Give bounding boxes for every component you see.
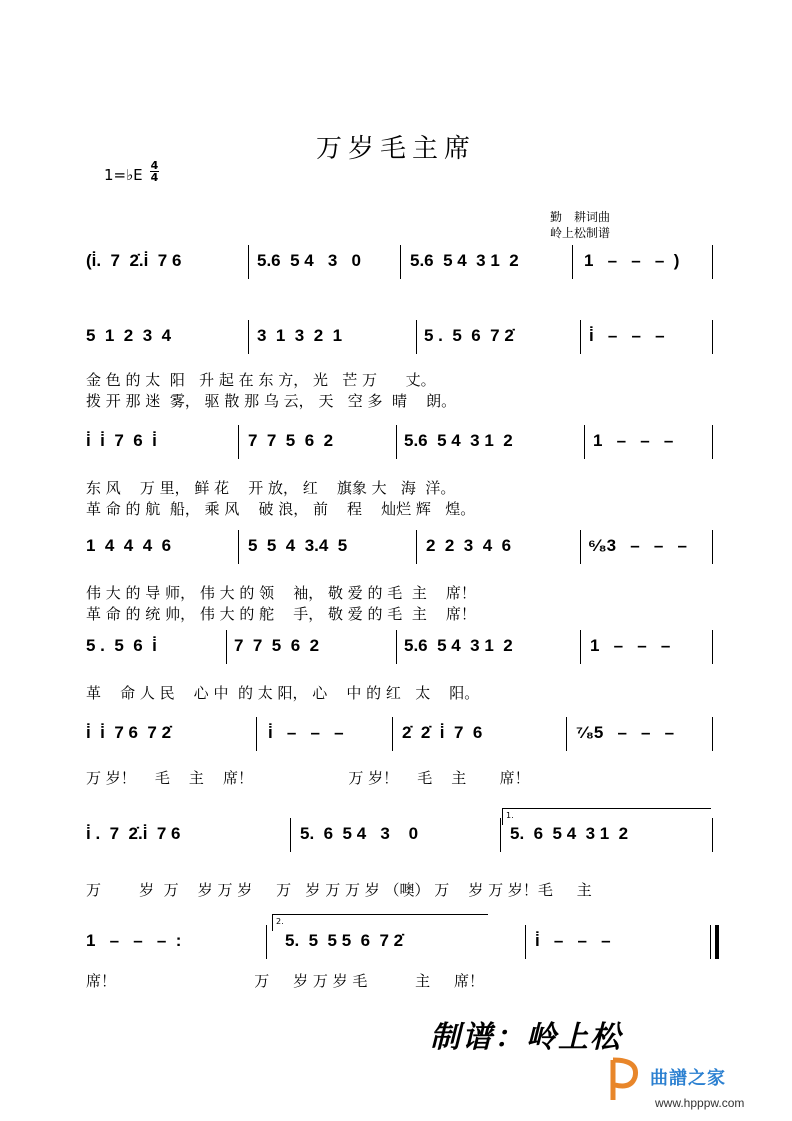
measure: i̇ – – – <box>535 931 611 950</box>
lyric-line: 万 岁！ 毛 主 席！ 万 岁！ 毛 主 席！ <box>86 769 530 787</box>
lyric-line: 革 命 的 航 船， 乘 风 破 浪， 前 程 灿烂 辉 煌。 <box>86 500 476 518</box>
measure: 1 – – – <box>593 431 674 450</box>
measure: ⁶⁄₈3 – – – <box>588 536 687 555</box>
measure: i̇ – – – <box>589 326 665 345</box>
measure: 2̇ 2̇ i̇ 7 6 <box>402 723 483 742</box>
measure: 5 . 5 6 7 2̇ <box>424 326 514 345</box>
measure: 5. 6 5 4 3 1 2 <box>510 824 629 843</box>
barline <box>248 320 249 354</box>
logo-text: 曲譜之家 <box>650 1068 726 1089</box>
barline <box>238 425 239 459</box>
barline <box>580 320 581 354</box>
measure: 5 1 2 3 4 <box>86 326 172 345</box>
signature: 制谱：岭上松 <box>430 1020 622 1055</box>
barline <box>396 630 397 664</box>
barline <box>400 245 401 279</box>
key-signature: 1=♭E <box>104 166 143 184</box>
volta-1-label: 1. <box>506 811 514 820</box>
measure: 7 7 5 6 2 <box>248 431 334 450</box>
measure: 5.6 5 4 3 0 <box>257 251 361 270</box>
barline <box>392 717 393 751</box>
measure: ⁷⁄₈5 – – – <box>576 723 675 742</box>
measure: i̇ . 7 2̇.i̇ 7 6 <box>86 824 181 843</box>
lyric-line: 东 风 万 里， 鲜 花 开 放， 红 旗象 大 海 洋。 <box>86 479 456 497</box>
barline <box>290 818 291 852</box>
lyric-line: 席！ 万 岁 万 岁 毛 主 席！ <box>86 972 484 990</box>
barline <box>712 630 713 664</box>
barline <box>584 425 585 459</box>
measure: 5 . 5 6 i̇ <box>86 636 157 655</box>
final-barline <box>715 925 719 959</box>
barline <box>266 925 267 959</box>
lyric-line: 金 色 的 太 阳 升 起 在 东 方， 光 芒 万 丈。 <box>86 371 436 389</box>
lyricist-composer: 勤 耕词曲 <box>550 210 611 224</box>
volta-2 <box>272 914 488 931</box>
music-p-icon <box>605 1055 645 1105</box>
barline <box>416 530 417 564</box>
measure: 5.6 5 4 3 1 2 <box>404 431 513 450</box>
barline <box>580 530 581 564</box>
site-logo[interactable] <box>605 1055 645 1109</box>
lyric-line: 革 命 的 统 帅， 伟 大 的 舵 手， 敬 爱 的 毛 主 席！ <box>86 605 476 623</box>
song-title: 万岁毛主席 <box>315 134 476 164</box>
barline <box>500 818 501 852</box>
barline <box>416 320 417 354</box>
measure: 3 1 3 2 1 <box>257 326 343 345</box>
barline <box>712 425 713 459</box>
barline <box>248 245 249 279</box>
measure: 1 – – – ) <box>584 251 680 270</box>
barline <box>396 425 397 459</box>
measure: i̇ – – – <box>268 723 344 742</box>
barline <box>712 320 713 354</box>
measure: i̇ i̇ 7 6 i̇ <box>86 431 157 450</box>
barline <box>256 717 257 751</box>
barline <box>710 925 711 959</box>
lyric-line: 拨 开 那 迷 雾， 驱 散 那 乌 云， 天 空 多 晴 朗。 <box>86 392 457 410</box>
measure: 5.6 5 4 3 1 2 <box>404 636 513 655</box>
measure: 5. 5 5 5 6 7 2̇ <box>285 931 404 950</box>
measure: 7 7 5 6 2 <box>234 636 320 655</box>
measure: 2 2 3 4 6 <box>426 536 512 555</box>
measure: (i̇. 7 2̇.i̇ 7 6 <box>86 251 182 270</box>
barline <box>525 925 526 959</box>
measure: 5. 6 5 4 3 0 <box>300 824 419 843</box>
barline <box>572 245 573 279</box>
time-sig-top: 4 <box>150 159 159 172</box>
volta-2-label: 2. <box>276 917 284 926</box>
measure: 1 – – – : <box>86 931 182 950</box>
measure: 1 4 4 4 6 <box>86 536 172 555</box>
barline <box>566 717 567 751</box>
arranger: 岭上松制谱 <box>550 226 611 240</box>
time-signature <box>150 160 159 183</box>
lyric-line: 革 命 人 民 心 中 的 太 阳， 心 中 的 红 太 阳。 <box>86 684 480 702</box>
lyric-line: 万 岁 万 岁 万 岁 万 岁 万 万 岁 （噢） 万 岁 万 岁！毛 主 <box>86 881 592 899</box>
barline <box>238 530 239 564</box>
volta-1 <box>502 808 711 825</box>
measure: 5 5 4 3.4 5 <box>248 536 348 555</box>
measure: 5.6 5 4 3 1 2 <box>410 251 519 270</box>
barline <box>712 818 713 852</box>
barline <box>226 630 227 664</box>
barline <box>712 530 713 564</box>
measure: i̇ i̇ 7 6 7 2̇ <box>86 723 172 742</box>
measure: 1 – – – <box>590 636 671 655</box>
logo-url[interactable]: www.hpppw.com <box>655 1096 745 1110</box>
lyric-line: 伟 大 的 导 师， 伟 大 的 领 袖， 敬 爱 的 毛 主 席！ <box>86 584 476 602</box>
barline <box>580 630 581 664</box>
time-sig-bottom: 4 <box>150 171 159 184</box>
barline <box>712 245 713 279</box>
barline <box>712 717 713 751</box>
